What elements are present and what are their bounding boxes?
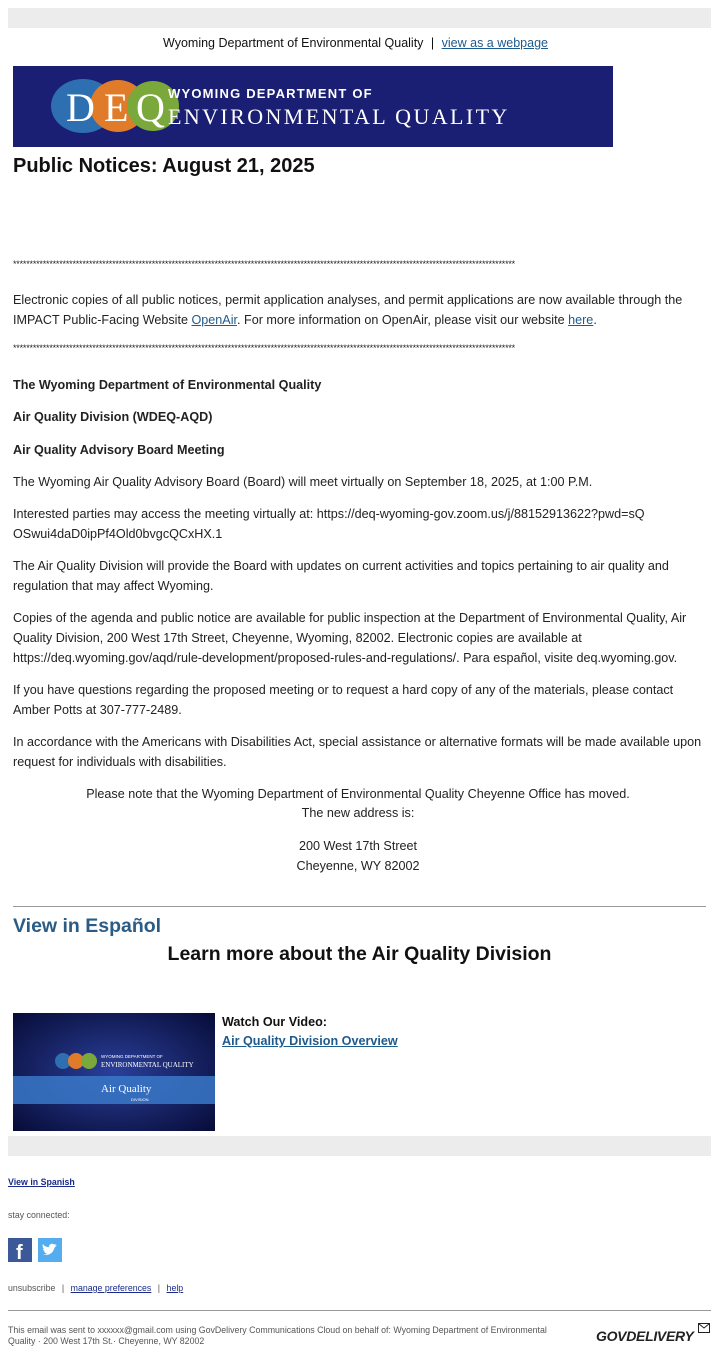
logo-letter-d: D xyxy=(66,85,95,130)
openair-link[interactable]: OpenAir xyxy=(191,313,237,327)
top-band xyxy=(8,8,711,28)
thumb-sub: DIVISION xyxy=(131,1097,149,1102)
section-divider xyxy=(13,906,706,907)
intro-text1: Electronic copies of all public notices, permit application analyses, and permit applications are now available through the IMPACT Public-Facing Website xyxy=(13,293,683,327)
footer-links xyxy=(8,1283,183,1293)
govdelivery-logo: GOVDELIVERY xyxy=(596,1328,694,1344)
deq-logo xyxy=(13,66,613,147)
logo-letter-q: Q xyxy=(136,85,165,130)
footer-sent-text: This email was sent to xxxxxx@gmail.com using GovDelivery Communications Cloud on behalf of: Wyoming Department of Environmental Quality · 200 West 17th St.· Cheyenne, WY 82002 xyxy=(8,1325,547,1346)
banner-line2: ENVIRONMENTAL QUALITY xyxy=(168,104,510,129)
intro-text3: . xyxy=(593,313,597,327)
deq-banner xyxy=(13,66,613,147)
here-link[interactable]: here xyxy=(568,313,594,327)
manage-preferences-link[interactable]: manage preferences xyxy=(70,1283,152,1293)
banner-line1: WYOMING DEPARTMENT OF xyxy=(168,86,373,101)
thumb-line2: ENVIRONMENTAL QUALITY xyxy=(101,1061,194,1069)
footer-sep-1: | xyxy=(61,1283,65,1293)
notice-heading-2: Air Quality Division (WDEQ-AQD) xyxy=(13,410,213,424)
notice-heading-3: Air Quality Advisory Board Meeting xyxy=(13,443,225,457)
view-as-webpage-link[interactable]: view as a webpage xyxy=(441,36,548,50)
twitter-icon[interactable] xyxy=(38,1238,62,1262)
notice-para-5: If you have questions regarding the proposed meeting or to request a hard copy of any of the materials, please contact Amber Potts at 307-777-2489. xyxy=(13,683,674,717)
view-espanol-heading[interactable]: View in Español xyxy=(13,915,162,937)
facebook-icon[interactable] xyxy=(8,1238,32,1262)
footer-sep-2: | xyxy=(157,1283,161,1293)
intro-paragraph xyxy=(13,290,708,330)
unsubscribe-link[interactable]: unsubscribe xyxy=(8,1283,56,1293)
help-link[interactable]: help xyxy=(166,1283,184,1293)
header-line xyxy=(0,36,711,50)
watch-video-label: Watch Our Video: xyxy=(222,1015,327,1029)
notice-heading-1: The Wyoming Department of Environmental Quality xyxy=(13,378,322,392)
move-notice-addr2: Cheyenne, WY 82002 xyxy=(296,859,420,873)
footer-divider xyxy=(8,1310,711,1311)
video-overview-link[interactable]: Air Quality Division Overview xyxy=(222,1034,398,1048)
logo-letter-e: E xyxy=(104,85,129,130)
move-notice-line2: The new address is: xyxy=(301,806,415,820)
envelope-icon xyxy=(698,1320,710,1338)
stars-divider-1: ******************************************************************************************************************************************************** xyxy=(13,259,515,269)
move-notice-addr1: 200 West 17th Street xyxy=(298,839,418,853)
notice-para-2: Interested parties may access the meeting virtually at: https://deq-wyoming-gov.zoom.us/j/88152913622?pwd=sQOSwui4daD0ipPf4Old0bvgcQCxHX.1 xyxy=(13,507,645,541)
learn-more-heading: Learn more about the Air Quality Division xyxy=(167,943,552,965)
video-thumbnail-art xyxy=(13,1013,215,1131)
thumb-line1: WYOMING DEPARTMENT OF xyxy=(101,1054,163,1059)
stay-connected-label: stay connected: xyxy=(8,1210,70,1220)
move-notice-line1: Please note that the Wyoming Department of Environmental Quality Cheyenne Office has moved. xyxy=(86,787,630,801)
view-in-spanish-link[interactable]: View in Spanish xyxy=(8,1177,75,1187)
header-org-name: Wyoming Department of Environmental Quality xyxy=(163,36,424,50)
notice-para-1: The Wyoming Air Quality Advisory Board (Board) will meet virtually on September 18, 2025, at 1:00 P.M. xyxy=(13,475,593,489)
svg-text:f: f xyxy=(16,1242,23,1262)
video-thumbnail[interactable] xyxy=(13,1013,215,1131)
header-separator: | xyxy=(430,36,435,50)
notice-para-4: Copies of the agenda and public notice are available for public inspection at the Department of Environmental Quality, Air Quality Division, 200 West 17th Street, Cheyenne, Wyoming, 82002. Electronic copies are available at https://deq.wyoming.gov/aqd/rule-development/proposed-rules-and-regulations/. Para español, visite deq.wyoming.gov. xyxy=(13,611,687,665)
stars-divider-2: ******************************************************************************************************************************************************** xyxy=(13,343,515,353)
page-title: Public Notices: August 21, 2025 xyxy=(13,155,315,177)
intro-text2: . For more information on OpenAir, please visit our website xyxy=(237,313,569,327)
notice-para-6: In accordance with the Americans with Disabilities Act, special assistance or alternative formats will be made available upon request for individuals with disabilities. xyxy=(13,735,702,769)
notice-para-3: The Air Quality Division will provide the Board with updates on current activities and topics pertaining to air quality and regulation that may affect Wyoming. xyxy=(13,559,669,593)
thumb-title: Air Quality xyxy=(101,1083,152,1095)
bottom-band xyxy=(8,1136,711,1156)
